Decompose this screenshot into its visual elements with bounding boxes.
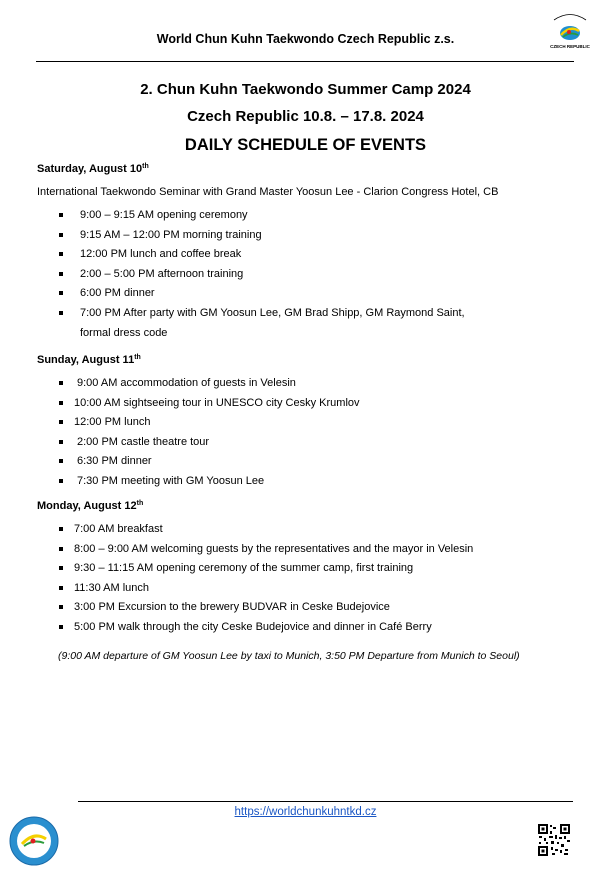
taekwondo-seal-icon [8,815,60,867]
seminar-intro: International Taekwondo Seminar with Grand Master Yoosun Lee - Clarion Congress Hotel, CB [37,186,499,198]
list-item: 8:00 – 9:00 AM welcoming guests by the representatives and the mayor in Velesin [0,543,611,563]
footer-logo [8,815,60,867]
list-item: 9:00 – 9:15 AM opening ceremony [0,209,611,229]
list-item: 12:00 PM lunch [0,416,611,436]
bullet-icon [59,440,63,444]
list-item: 2:00 – 5:00 PM afternoon training [0,268,611,288]
monday-event-list [0,523,611,641]
list-item: 11:30 AM lunch [0,582,611,602]
bullet-icon [59,213,63,217]
qr-code [537,823,571,857]
list-item: 7:30 PM meeting with GM Yoosun Lee [0,475,611,495]
list-item: 5:00 PM walk through the city Ceske Budejovice and dinner in Café Berry [0,621,611,641]
sunday-event-list [0,377,611,495]
bullet-icon [59,272,63,276]
list-item: 9:30 – 11:15 AM opening ceremony of the summer camp, first training [0,562,611,582]
bullet-icon [59,420,63,424]
day-heading-sunday: Sunday, August 11th [37,354,141,366]
event-title: 2. Chun Kuhn Taekwondo Summer Camp 2024 [140,81,471,98]
list-item: 9:00 AM accommodation of guests in Velesin [0,377,611,397]
bullet-icon [59,527,63,531]
list-item: 10:00 AM sightseeing tour in UNESCO city Cesky Krumlov [0,397,611,417]
list-item: 2:00 PM castle theatre tour [0,436,611,456]
bullet-icon [59,311,63,315]
header-divider [36,61,574,62]
bullet-icon [59,605,63,609]
day-heading-monday: Monday, August 12th [37,500,144,512]
bullet-icon [59,252,63,256]
bullet-icon [59,401,63,405]
list-item: 3:00 PM Excursion to the brewery BUDVAR in Ceske Budejovice [0,601,611,621]
list-item: 12:00 PM lunch and coffee break [0,248,611,268]
event-dates: Czech Republic 10.8. – 17.8. 2024 [187,108,424,125]
organization-logo [548,11,592,49]
bullet-icon [59,625,63,629]
schedule-heading: DAILY SCHEDULE OF EVENTS [184,136,427,154]
bullet-icon [59,586,63,590]
bullet-icon [59,233,63,237]
footer-divider [78,801,573,802]
bullet-icon [59,547,63,551]
bullet-icon [59,291,63,295]
list-item: 6:30 PM dinner [0,455,611,475]
list-item: 7:00 PM After party with GM Yoosun Lee, GM Brad Shipp, GM Raymond Saint, [0,307,611,327]
bullet-icon [59,566,63,570]
list-item: 7:00 AM breakfast [0,523,611,543]
list-item: 9:15 AM – 12:00 PM morning training [0,229,611,249]
qr-code-icon [537,823,571,857]
bullet-icon [59,479,63,483]
organization-title: World Chun Kuhn Taekwondo Czech Republic z.s. [156,32,455,46]
bullet-icon [59,459,63,463]
list-item-continuation: formal dress code [80,326,168,339]
saturday-event-list [0,209,611,346]
website-link[interactable]: https://worldchunkuhntkd.cz [234,806,377,818]
list-item: 6:00 PM dinner [0,287,611,307]
logo-country-text: CZECH REPUBLIC [550,44,590,49]
day-heading-saturday: Saturday, August 10th [37,163,149,175]
bullet-icon [59,381,63,385]
departure-note: (9:00 AM departure of GM Yoosun Lee by taxi to Munich, 3:50 PM Departure from Munich to Seoul) [58,650,520,662]
